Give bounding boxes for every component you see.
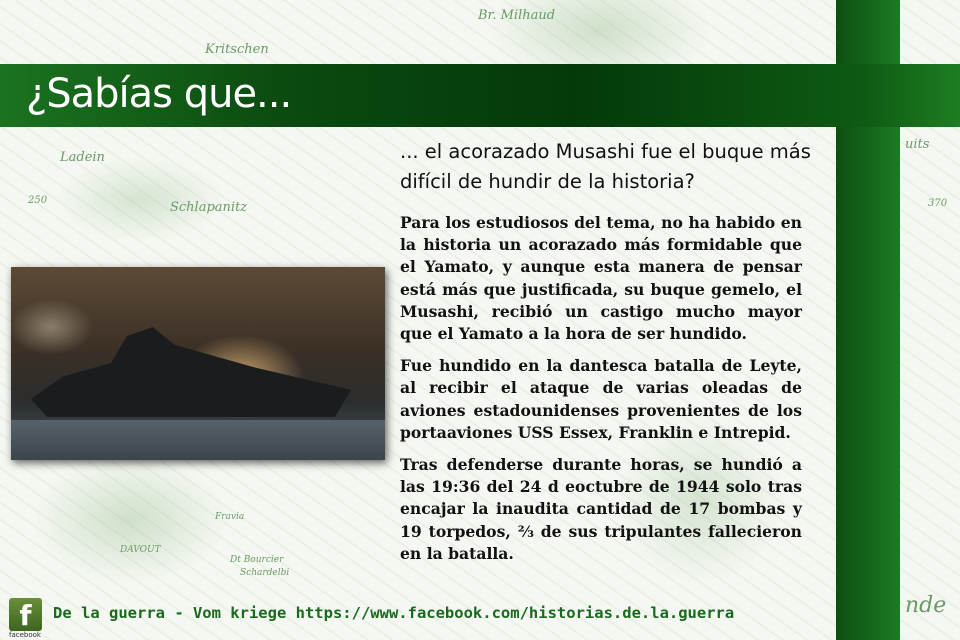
paragraph: Tras defenderse durante horas, se hundió a las 19:36 del 24 d eoctubre de 1944 solo tras encajar la inaudita cantidad de 17 bombas y 19 torpedos, ⅔ de sus tripulantes fallecieron en la batalla. [400, 455, 802, 563]
map-label: Br. Milhaud [478, 8, 556, 23]
map-label: Kritschen [205, 42, 269, 57]
facebook-icon[interactable]: f [9, 598, 42, 631]
map-label: uits [905, 137, 930, 152]
question-heading: ... el acorazado Musashi fue el buque más difícil de hundir de la historia? [400, 140, 811, 193]
paragraph: Fue hundido en la dantesca batalla de Leyte, al recibir el ataque de varias oleadas de aviones estadounidenses provenientes de los portaaviones USS Essex, Franklin e Intrepid. [400, 356, 802, 442]
musashi-painting [11, 267, 385, 460]
page-title: ¿Sabías que... [26, 71, 292, 117]
map-label: Dt Bourcier [230, 555, 284, 565]
map-label: DAVOUT [120, 545, 161, 555]
map-label: 250 [28, 195, 48, 206]
battleship [31, 327, 351, 417]
map-label: Ladein [60, 150, 105, 165]
map-label: nde [905, 593, 947, 618]
map-label: Fravia [215, 512, 245, 522]
map-label: Schardelbi [240, 568, 290, 578]
sea [11, 420, 385, 460]
footer-link[interactable]: De la guerra - Vom kriege https://www.facebook.com/historias.de.la.guerra [53, 604, 735, 622]
facebook-icon-label: facebook [9, 631, 41, 639]
map-label: Schlapanitz [170, 200, 248, 215]
paragraph: Para los estudiosos del tema, no ha habido en la historia un acorazado más formidable que el Yamato, y aunque esta manera de pensar está más que justificada, su buque gemelo, el Musashi, recibió un castigo mucho mayor que el Yamato a la hora de ser hundido. [400, 213, 802, 344]
map-label: 370 [928, 198, 948, 209]
article-body [400, 212, 802, 575]
